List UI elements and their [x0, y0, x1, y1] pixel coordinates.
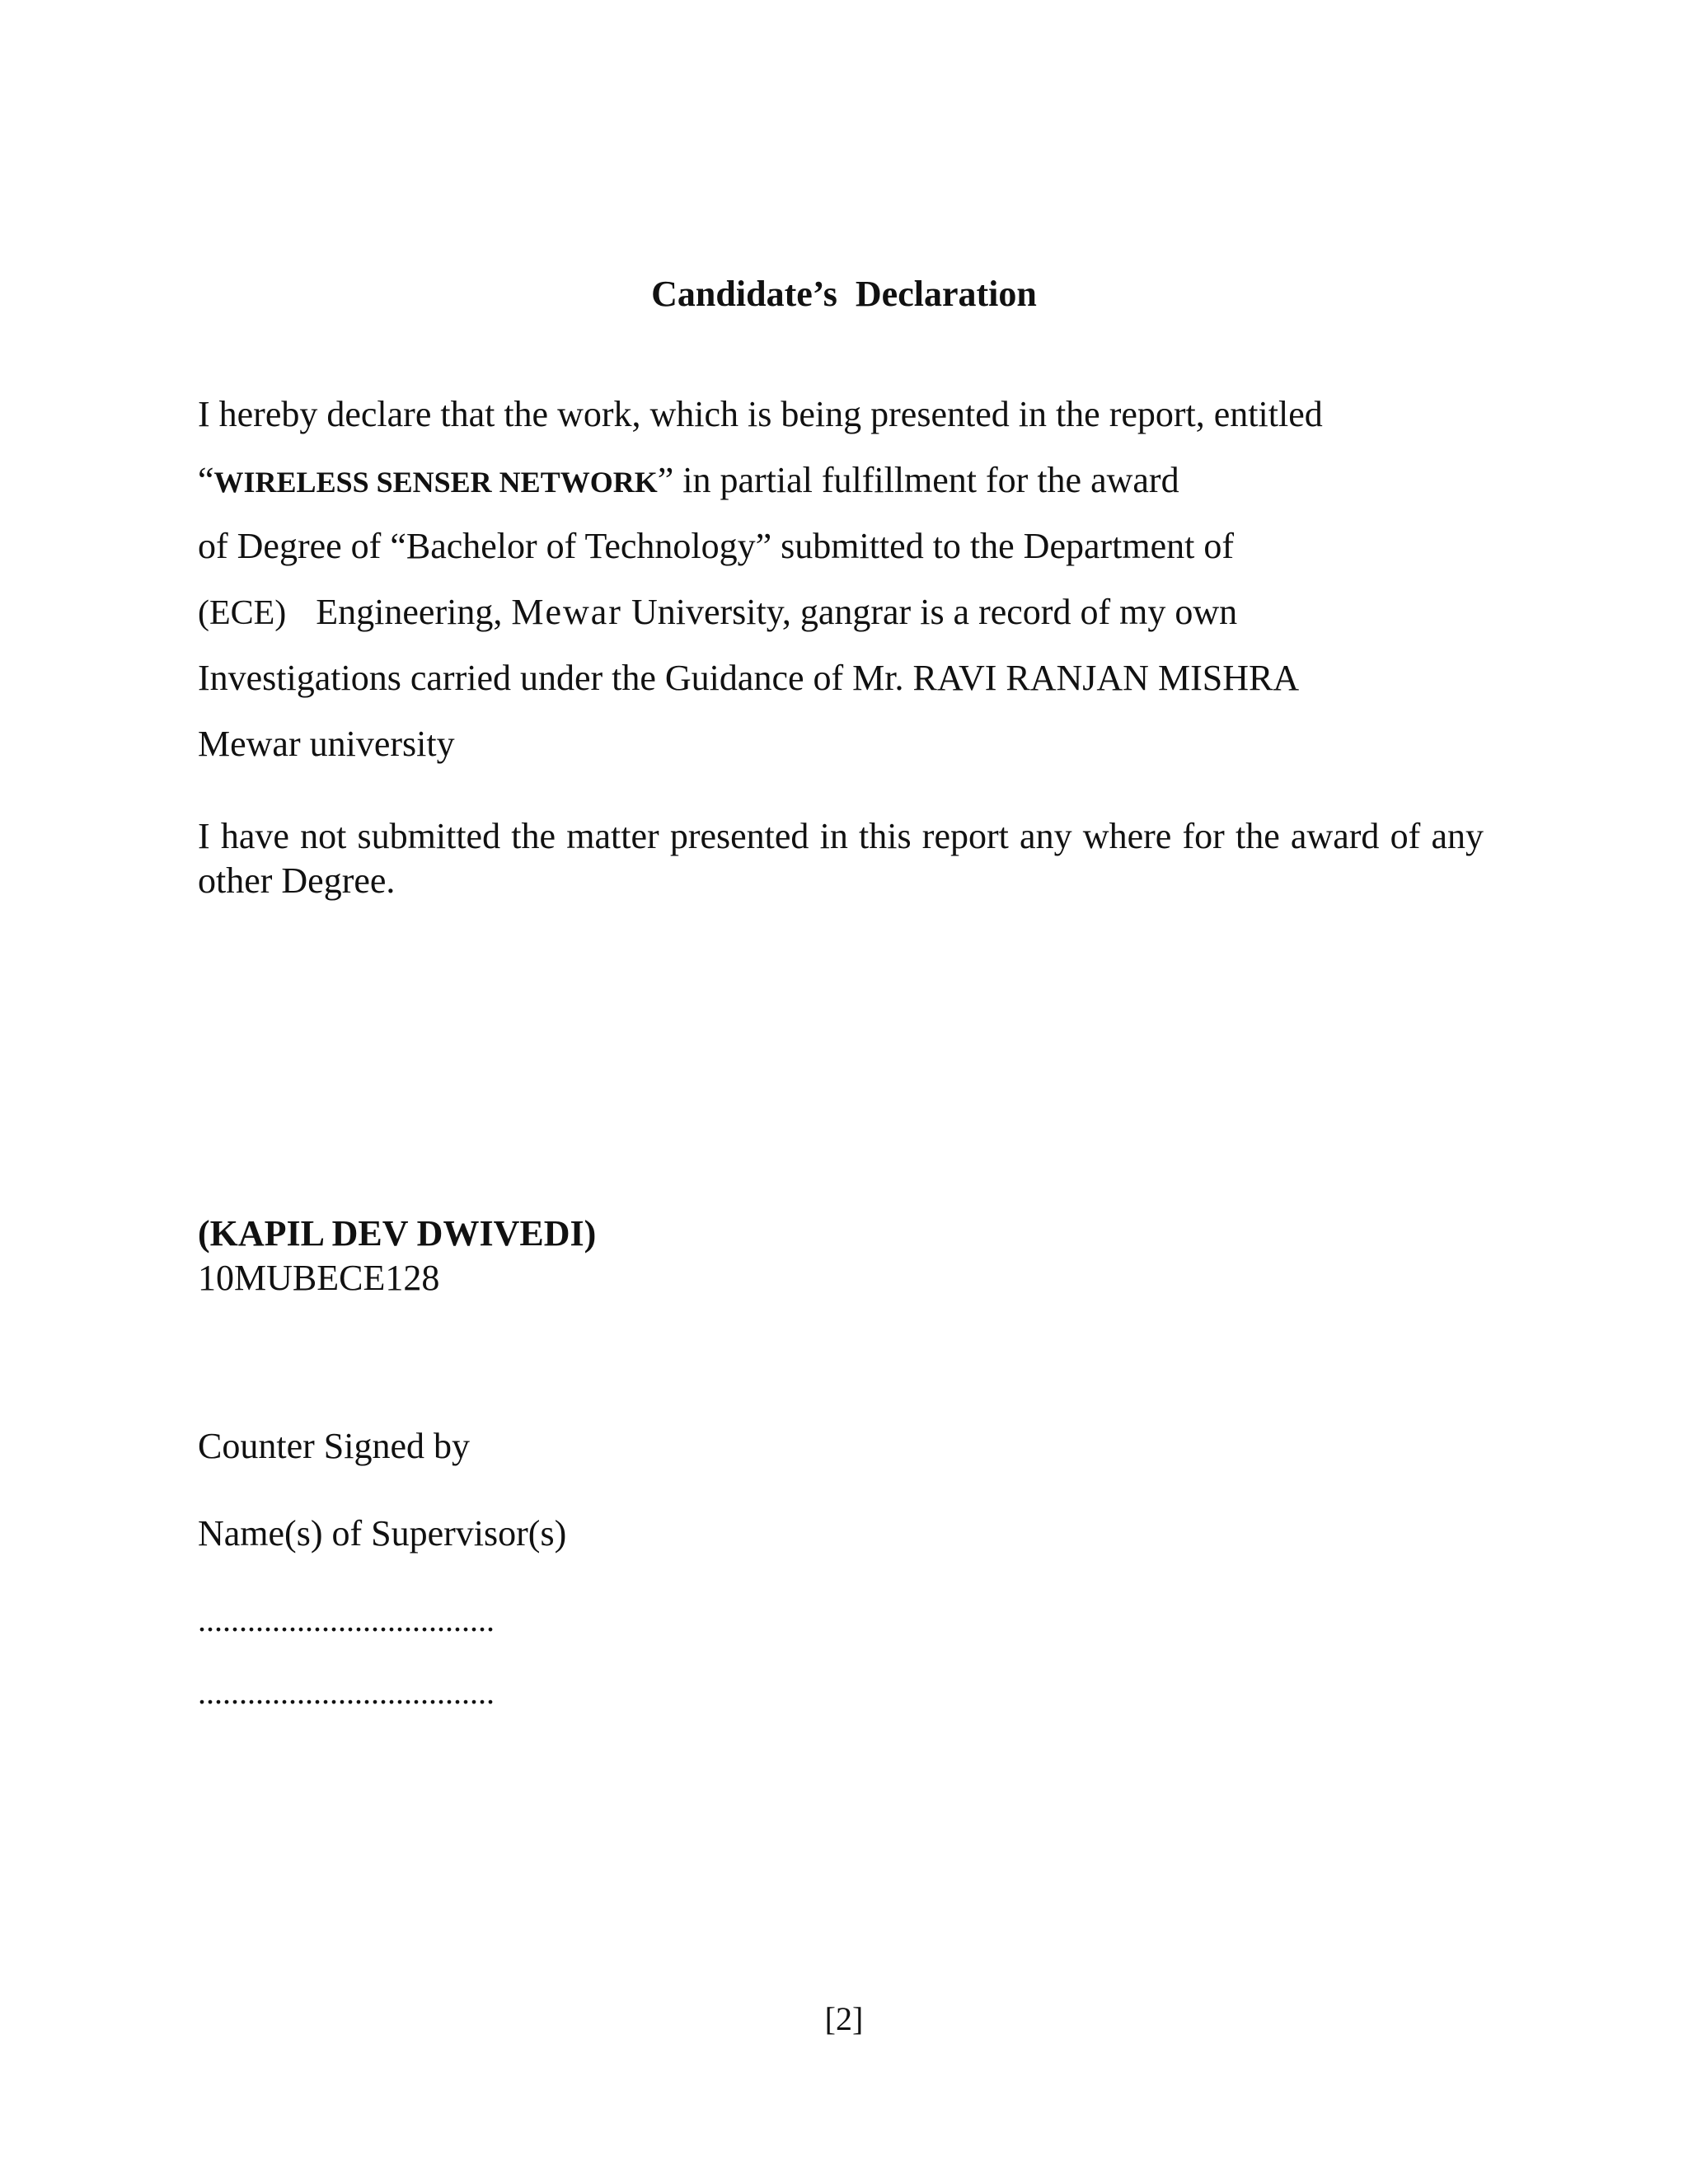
declaration-line-4-a: Engineering, — [316, 592, 512, 632]
non-submission-statement: I have not submitted the matter presented in this report any where for the award of any other Degree. — [198, 816, 1484, 901]
declaration-line-4-b: University, gangrar is a record of my own — [621, 592, 1238, 632]
signature-line-1: .................................... — [198, 1601, 495, 1638]
university-word: Mewar — [511, 592, 622, 632]
candidate-open-paren: ( — [198, 1213, 210, 1254]
roll-number: 10MUBECE128 — [198, 1258, 440, 1298]
declaration-line-2-rest: ” in partial fulfillment for the award — [657, 460, 1179, 500]
project-title: WIRELESS SENSER NETWORK — [213, 466, 658, 499]
declaration-line-5: Investigations carried under the Guidance of Mr. RAVI RANJAN MISHRA — [198, 658, 1300, 698]
declaration-line-6: Mewar university — [198, 724, 455, 764]
department-code: (ECE) — [198, 594, 287, 632]
candidate-close-paren: ) — [584, 1213, 597, 1254]
declaration-line-3: of Degree of “Bachelor of Technology” submitted to the Department of — [198, 526, 1235, 566]
declaration-line-4 — [198, 590, 1237, 635]
candidate-name — [198, 1212, 596, 1256]
signature-line-2: .................................... — [198, 1674, 495, 1711]
supervisor-label: Name(s) of Supervisor(s) — [198, 1513, 567, 1554]
declaration-line-2 — [198, 458, 1179, 504]
page-number: [2] — [824, 2000, 864, 2037]
declaration-line-1: I hereby declare that the work, which is being presented in the report, entitled — [198, 394, 1323, 434]
open-quote: “ — [198, 460, 214, 500]
candidate-name-text: KAPIL DEV DWIVEDI — [209, 1213, 584, 1254]
counter-signed-label: Counter Signed by — [198, 1426, 470, 1466]
page-title: Candidate’s Declaration — [651, 274, 1037, 314]
